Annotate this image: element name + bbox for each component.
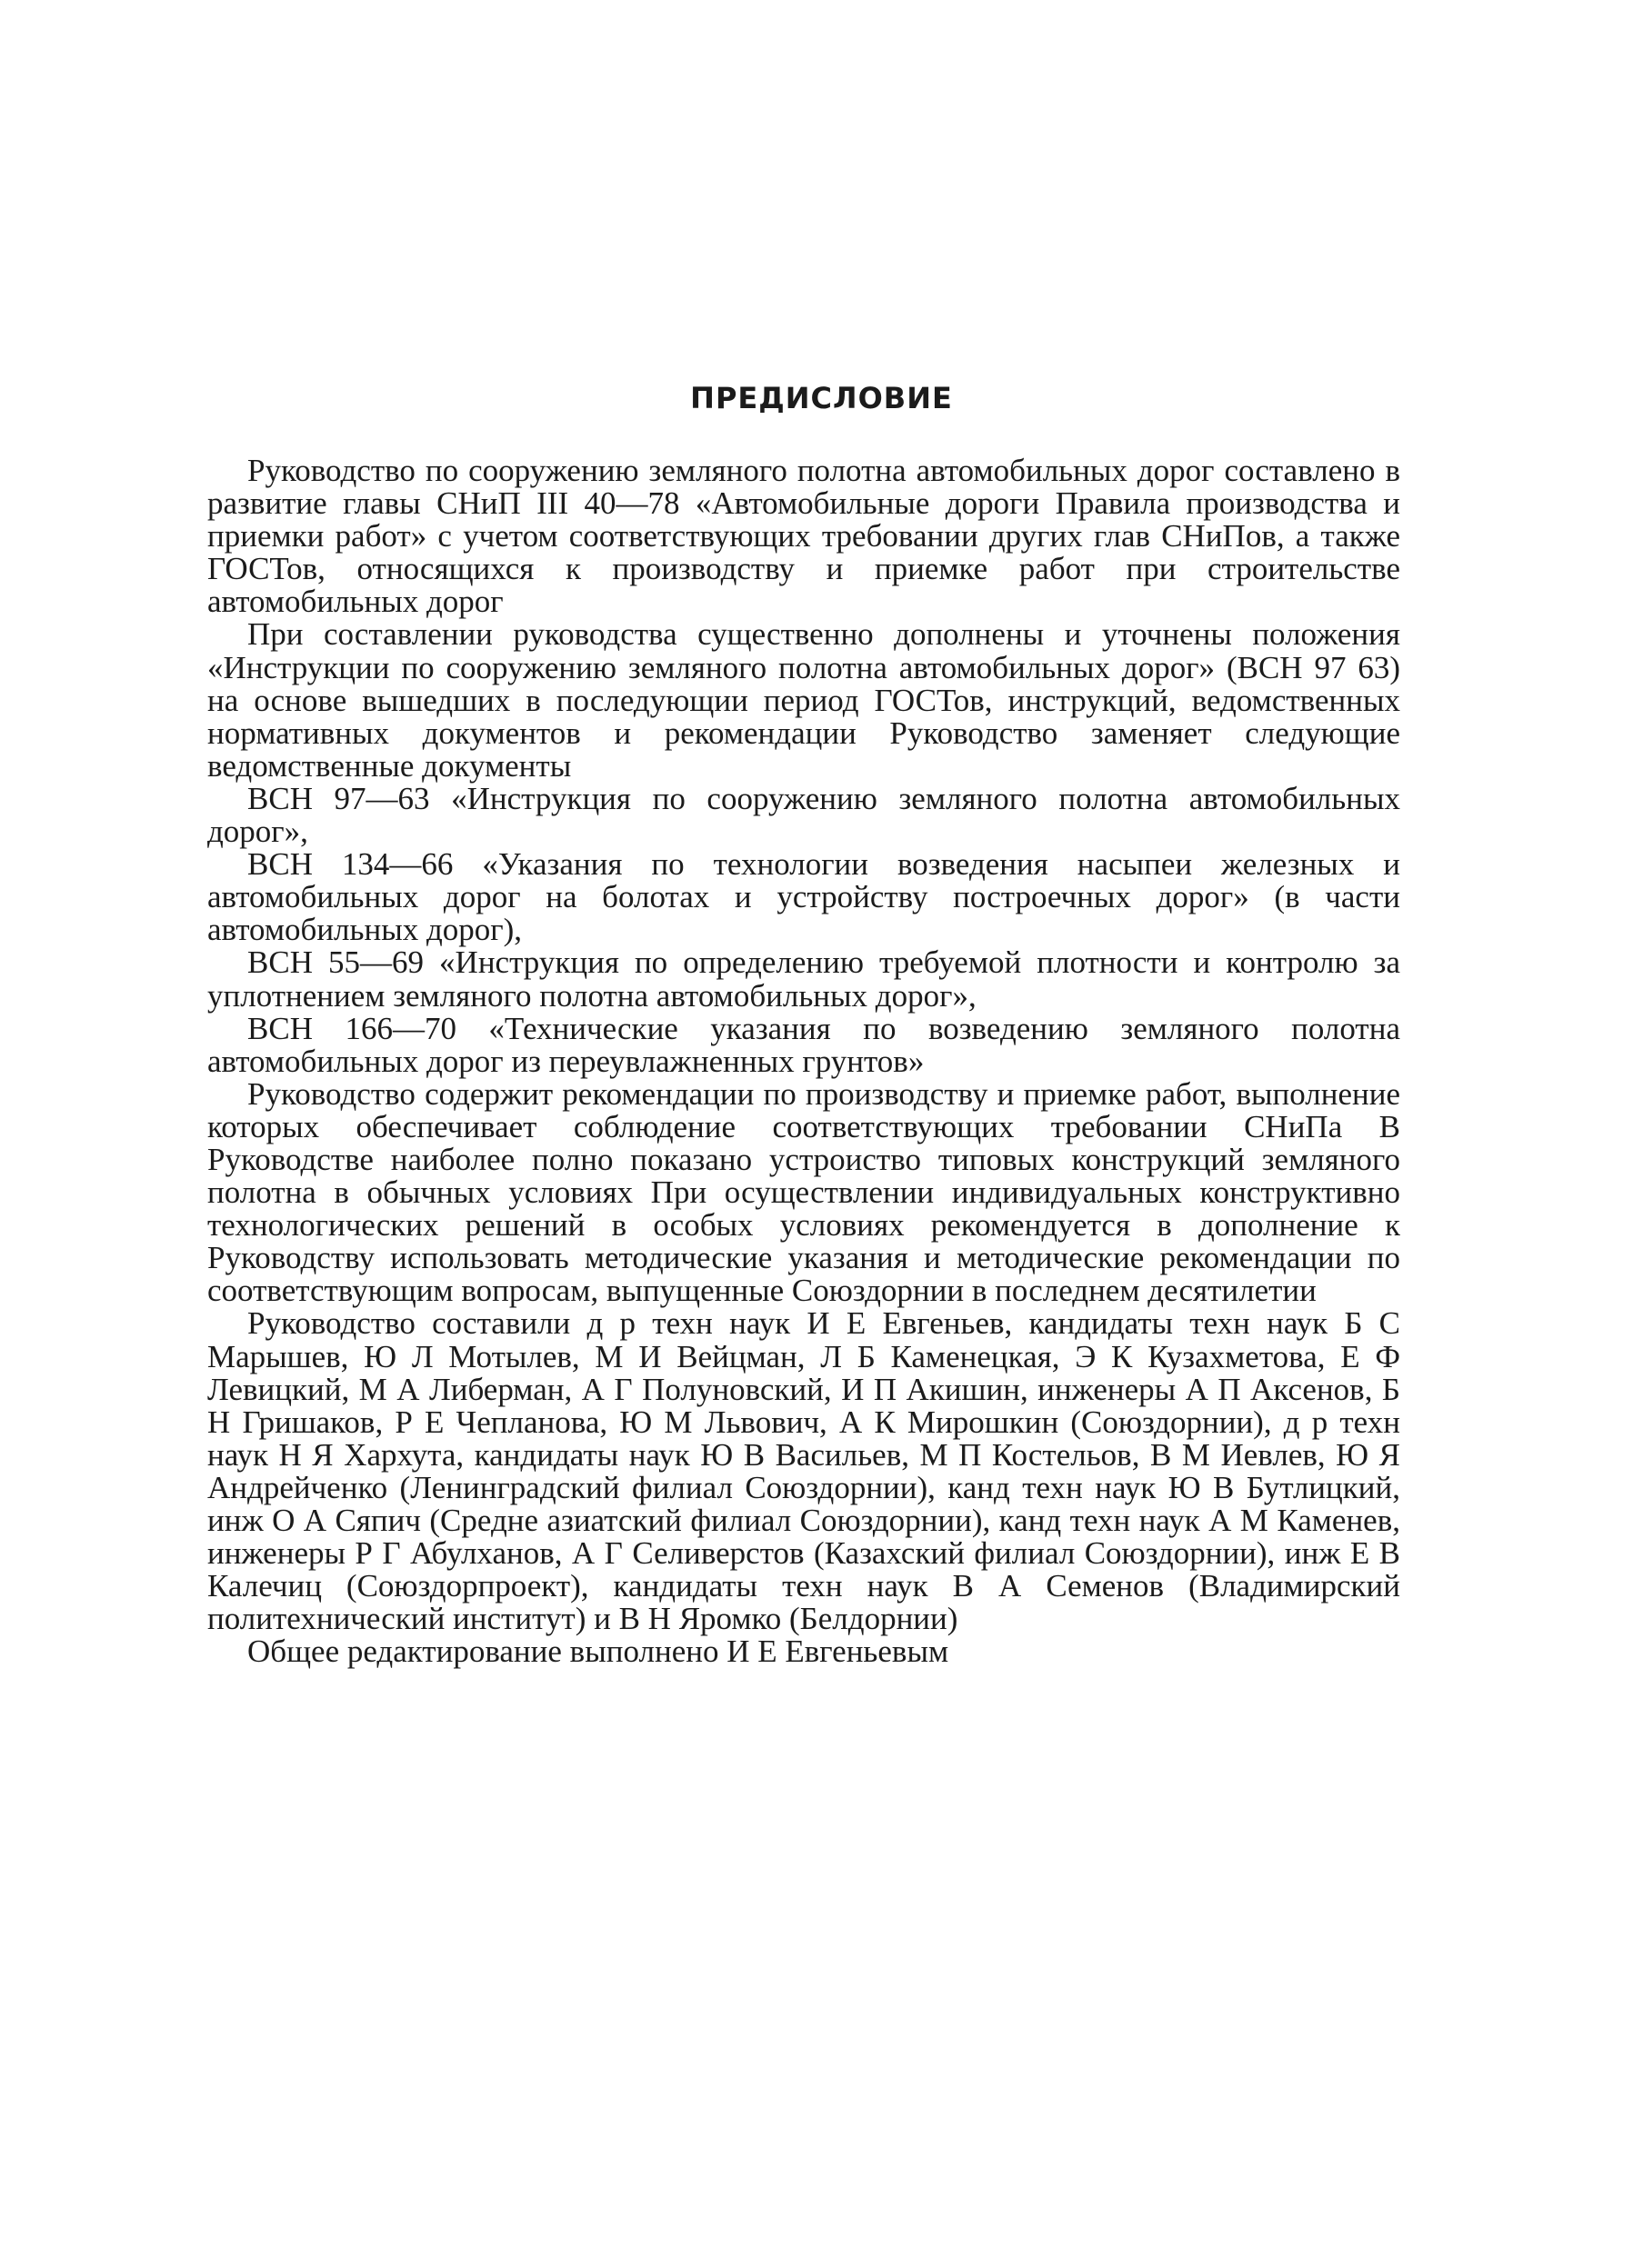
paragraph-purpose: Руководство по сооружению земляного полотна автомобильных дорог составлено в развитие главы СНиП III 40—78 «Автомобильные дороги Правила производства и приемки работ» с учетом соответствующих требовании других глав СНиПов, а также ГОСТов, относящихся к производству и приемке работ при строительстве автомобильных дорог bbox=[207, 453, 1400, 620]
paragraph-editor: Общее редактирование выполнено И Е Евгеньевым bbox=[247, 1634, 949, 1670]
paragraph-replaced-vsn-97: ВСН 97—63 «Инструкция по сооружению земляного полотна автомобильных дорог», bbox=[207, 780, 1400, 850]
paragraph-replaced-vsn-55: ВСН 55—69 «Инструкция по определению требуемой плотности и контролю за уплотнением земляного полотна автомобильных дорог», bbox=[207, 944, 1400, 1014]
paragraph-replaced-vsn-166: ВСН 166—70 «Технические указания по возведению земляного полотна автомобильных дорог из переувлажненных грунтов» bbox=[207, 1010, 1400, 1079]
preface-body bbox=[207, 455, 1400, 1668]
paragraph-replaced-vsn-134: ВСН 134—66 «Указания по технологии возведения насыпеи железных и автомобильных дорог на болотах и устройству построечных дорог» (в части автомобильных дорог), bbox=[207, 846, 1400, 948]
paragraph-contents: Руководство содержит рекомендации по производству и приемке работ, выполнение которых обеспечивает соблюдение соответствующих требовании СНиПа В Руководстве наиболее полно показано устроиство типовых конструкций земляного полотна в обычных условиях При осуществлении индивидуальных конструктивно технологических решений в особых условиях рекомендуется в дополнение к Руководству использовать методические указания и методические рекомендации по соответствующим вопросам, выпущенные Союздорнии в последнем десятилетии bbox=[207, 1075, 1400, 1309]
preface-heading: ПРЕДИСЛОВИЕ bbox=[690, 381, 953, 415]
paragraph-authors: Руководство составили д р техн наук И Е Евгеньев, кандидаты техн наук Б С Марышев, Ю Л Мотылев, М И Вейцман, Л Б Каменецкая, Э К Кузахметова, Е Ф Левицкий, М А Либерман, А Г Полуновский, И П Акишин, инженеры А П Аксенов, Б Н Гришаков, Р Е Чепланова, Ю М Львович, А К Мирошкин (Союздорнии), д р техн наук Н Я Хархута, кандидаты наук Ю В Васильев, М П Костельов, В М Иевлев, Ю Я Андрейченко (Ленинградский филиал Союздорнии), канд техн наук Ю В Бутлицкий, инж О А Сяпич (Средне азиатский филиал Союздорнии), канд техн наук А М Каменев, инженеры Р Г Абулханов, А Г Селиверстов (Казахский филиал Союздорнии), инж Е В Калечиц (Союздорпроект), кандидаты техн наук В А Семенов (Владимирский политехнический институт) и В Н Яромко (Белдорнии) bbox=[207, 1305, 1400, 1637]
paragraph-revisions: При составлении руководства существенно дополнены и уточнены положения «Инструкции по сооружению земляного полотна автомобильных дорог» (ВСН 97 63) на основе вышедших в последующии период ГОСТов, инструкций, ведомственных нормативных документов и рекомендации Руководство заменяет следующие ведомственные документы bbox=[207, 616, 1400, 784]
